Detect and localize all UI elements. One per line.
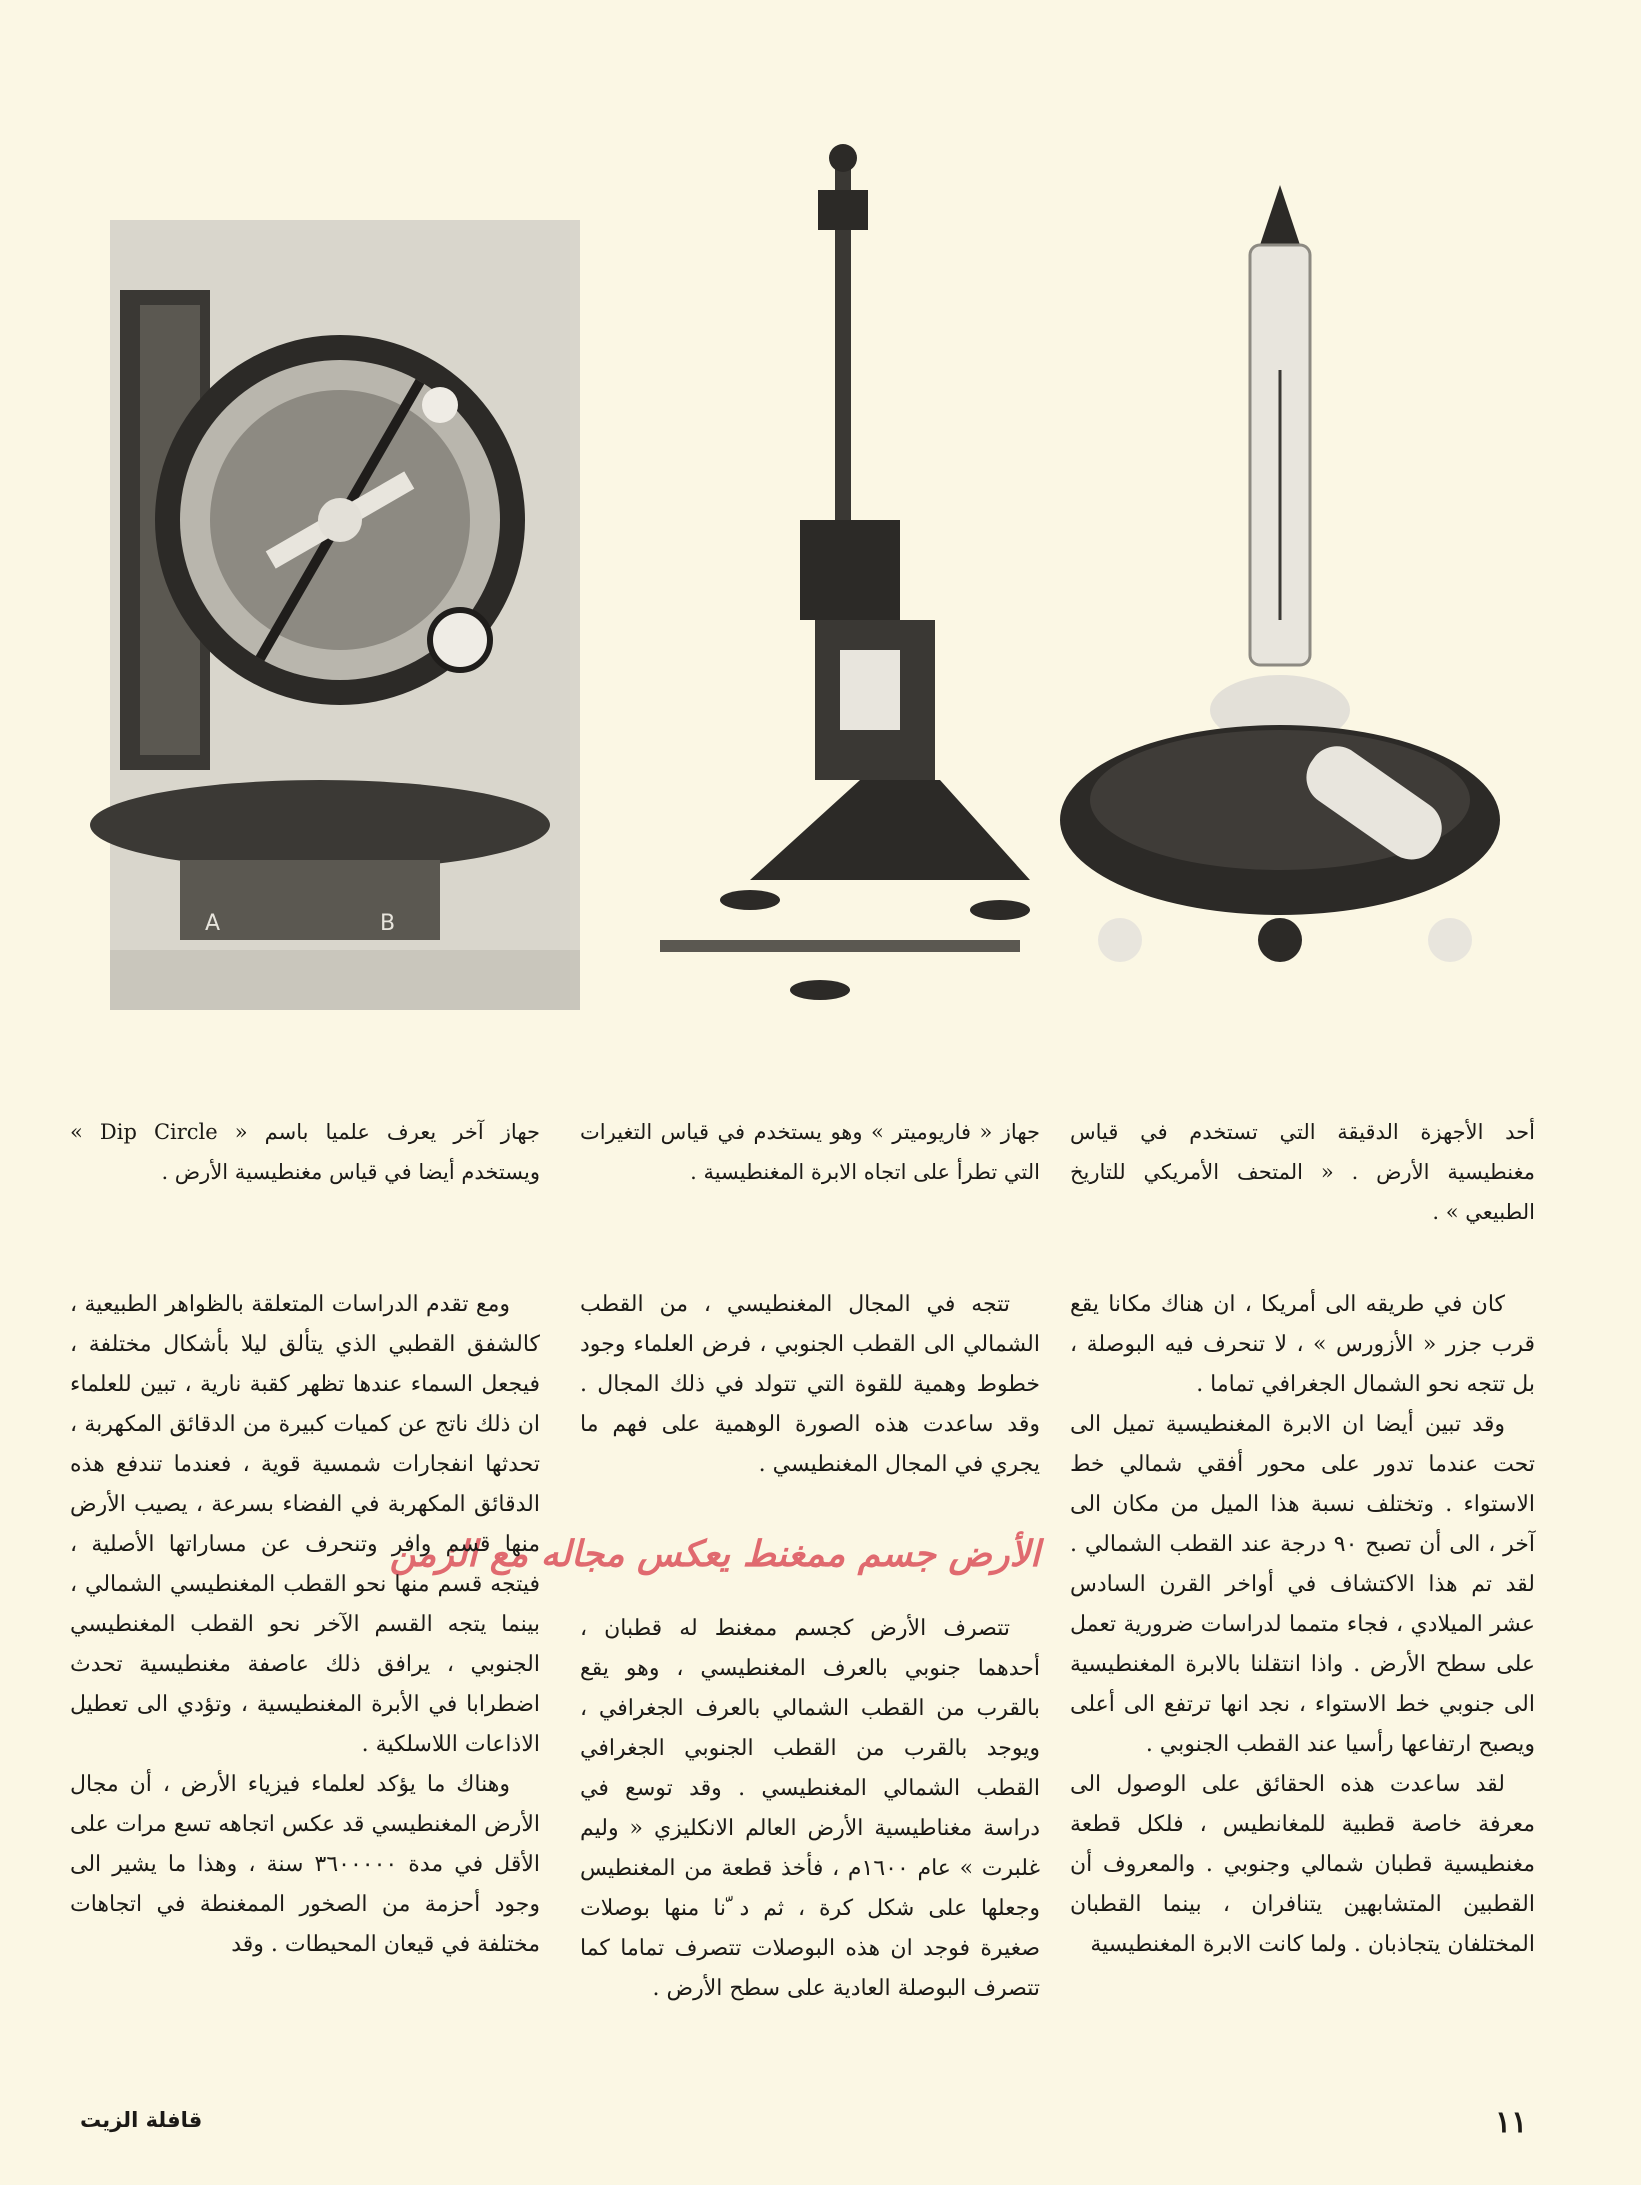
article-column-left xyxy=(70,1285,540,1965)
photo-variometer xyxy=(600,60,1095,1010)
paragraph: وهناك ما يؤكد لعلماء فيزياء الأرض ، أن مجال الأرض المغنطيسي قد عكس اتجاهه تسع مرات على الأقل في مدة ٣٦٠٠٠٠٠ سنة ، وهذا ما يشير الى وجود أحزمة من الصخور الممغنطة في اتجاهات مختلفة في قيعان المحيطات . وقد xyxy=(70,1772,541,1957)
caption-variometer: جهاز « فاريوميتر » وهو يستخدم في قياس التغيرات التي تطرأ على اتجاه الابرة المغنطيسية . xyxy=(580,1120,1040,1184)
photo-label-a: A xyxy=(205,911,221,936)
page-number: ١١ xyxy=(1495,2105,1528,2140)
paragraph: لقد ساعدت هذه الحقائق على الوصول الى معرفة خاصة قطبية للمغانطيس ، فلكل قطعة مغنطيسية قطبان شمالي وجنوبي . والمعروف أن القطبين المتشابهين يتنافران ، بينما القطبان المختلفان يتجاذبان . ولما كانت الابرة المغنطيسية xyxy=(1070,1772,1535,1957)
paragraph: تتجه في المجال المغنطيسي ، من القطب الشمالي الى القطب الجنوبي ، فرض العلماء وجود خطوط وهمية للقوة التي تتولد في ذلك المجال . وقد ساعدت هذه الصورة الوهمية على فهم ما يجري في المجال المغنطيسي . xyxy=(580,1292,1040,1477)
caption-dip-circle: جهاز آخر يعرف علميا باسم « Dip Circle » ويستخدم أيضا في قياس مغنطيسية الأرض . xyxy=(70,1120,540,1184)
dip-circle-illustration xyxy=(110,60,600,1010)
paragraph: ومع تقدم الدراسات المتعلقة بالظواهر الطبيعية ، كالشفق القطبي الذي يتألق ليلا بأشكال مختلفة ، فيجعل السماء عندها تظهر كقبة نارية ، تبين للعلماء ان ذلك ناتج عن كميات كبيرة من الدقائق المكهربة ، تحدثها انفجارات شمسية قوية ، فعندما تندفع هذه الدقائق المكهربة في الفضاء بسرعة ، يصيب الأرض منها قسم وافر وتنحرف عن مساراتها الأصلية ، فيتجه قسم منها نحو القطب المغنطيسي الشمالي ، بينما يتجه القسم الآخر نحو القطب المغنطيسي الجنوبي ، يرافق ذلك عاصفة مغنطيسية تحدث اضطرابا في الأبرة المغنطيسية ، وتؤدي الى تعطيل الاذاعات اللاسلكية . xyxy=(70,1292,540,1757)
article-column-right xyxy=(1070,1285,1535,1965)
photo-magnetometer xyxy=(1050,60,1520,1010)
photo-label-b: B xyxy=(380,911,396,936)
photo-dip-circle xyxy=(110,60,600,1010)
section-headline: الأرض جسم ممغنط يعكس مجاله مع الزمن xyxy=(389,1534,1040,1575)
caption-magnetometer: أحد الأجهزة الدقيقة التي تستخدم في قياس مغنطيسية الأرض . « المتحف الأمريكي للتاريخ الطبيعي » . xyxy=(1070,1120,1535,1224)
paragraph: كان في طريقه الى أمريكا ، ان هناك مكانا يقع قرب جزر « الأزورس » ، لا تنحرف فيه البوصلة ، بل تتجه نحو الشمال الجغرافي تماما . xyxy=(1070,1292,1535,1397)
variometer-illustration xyxy=(600,60,1095,1010)
paragraph: وقد تبين أيضا ان الابرة المغنطيسية تميل الى تحت عندما تدور على محور أفقي شمالي خط الاستواء . وتختلف نسبة هذا الميل من مكان الى آخر ، الى أن تصبح ٩٠ درجة عند القطب الشمالي . لقد تم هذا الاكتشاف في أواخر القرن السادس عشر الميلادي ، فجاء متمما لدراسات ضرورية تعمل على سطح الأرض . واذا انتقلنا بالابرة المغنطيسية الى جنوبي خط الاستواء ، نجد انها ترتفع الى أعلى ويصبح ارتفاعها رأسيا عند القطب الجنوبي . xyxy=(1070,1412,1535,1757)
magazine-name: قافلة الزيت xyxy=(80,2108,203,2132)
magnetometer-illustration xyxy=(1050,60,1520,1010)
paragraph: تتصرف الأرض كجسم ممغنط له قطبان ، أحدهما جنوبي بالعرف المغنطيسي ، وهو يقع بالقرب من القطب الشمالي بالعرف الجغرافي ، ويوجد بالقرب من القطب الجنوبي الجغرافي القطب الشمالي المغنطيسي . وقد توسع في دراسة مغناطيسية الأرض العالم الانكليزي « وليم غلبرت » عام ١٦٠٠م ، فأخذ قطعة من المغنطيس وجعلها على شكل كرة ، ثم د ّنا منها بوصلات صغيرة فوجد ان هذه البوصلات تتصرف تماما كما تتصرف البوصلة العادية على سطح الأرض . xyxy=(580,1616,1041,2001)
article-column-middle xyxy=(389,1285,1041,2009)
